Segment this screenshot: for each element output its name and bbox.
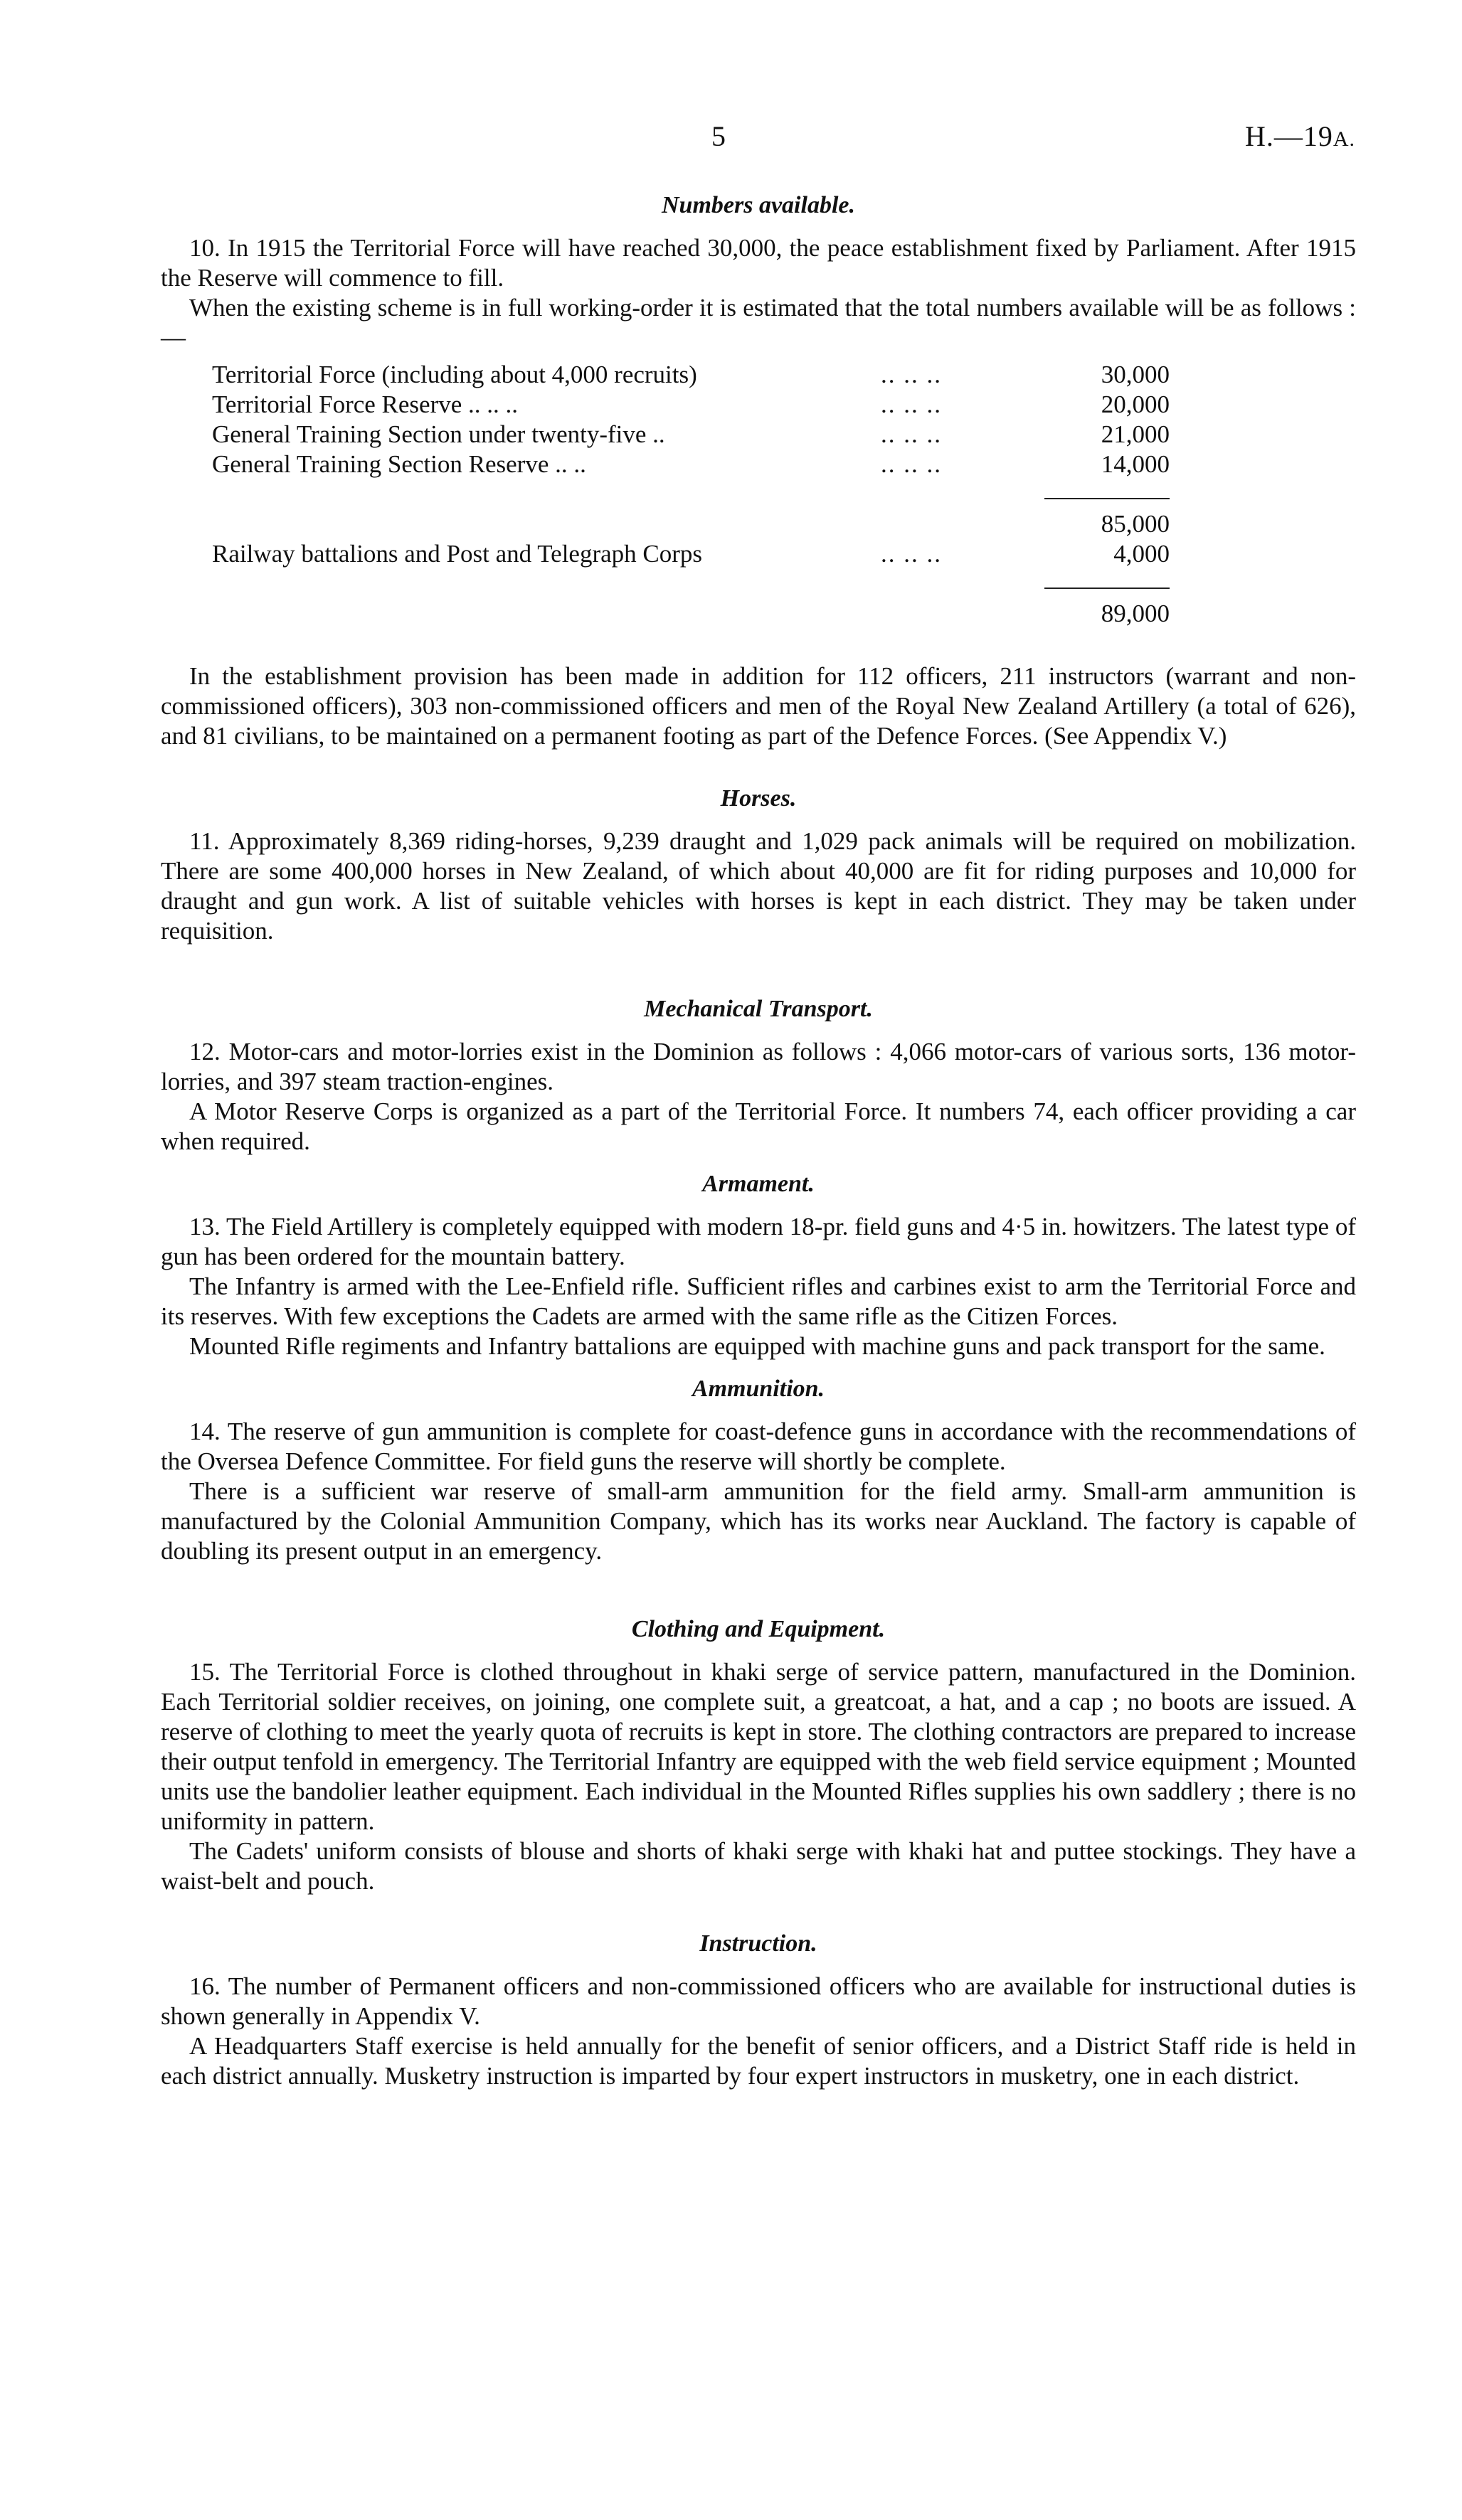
paragraph-11: 11. Approximately 8,369 riding-horses, 9,239 draught and 1,029 pack animals will be required on mobilization. There are some 400,000 horses in New Zealand, of which about 40,000 are fit for riding purposes and 10,000 for draught and gun work. A list of suitable vehicles with horses is kept in each district. They may be taken under requisition.	[161, 827, 1356, 945]
doc-ref-main: H.—19	[1244, 120, 1333, 152]
row-value: 21,000	[1101, 420, 1170, 448]
subtotal-row	[212, 509, 1170, 539]
subtotal-rule	[212, 479, 1170, 499]
row-label: Territorial Force (including about 4,000 recruits)	[212, 361, 697, 388]
section-title-clothing: Clothing and Equipment.	[631, 1616, 886, 1642]
paragraph-establishment: In the establishment provision has been made in addition for 112 officers, 211 instructors (warrant and non-commissioned officers), 303 non-commissioned officers and men of the Royal New Zealand Artillery (a total of 626), and 81 civilians, to be maintained on a permanent footing as part of the Defence Forces. (See Appendix V.)	[161, 662, 1356, 750]
row-label: Railway battalions and Post and Telegraph Corps	[212, 540, 703, 568]
row-value: 4,000	[1113, 540, 1170, 568]
total-value: 89,000	[1101, 600, 1170, 627]
row-leader: .. .. ..	[881, 361, 942, 388]
paragraph-10-cont: When the existing scheme is in full working-order it is estimated that the total numbers available will be as follows :—	[161, 294, 1356, 351]
row-label: Territorial Force Reserve .. .. ..	[212, 390, 519, 418]
row-value: 30,000	[1101, 361, 1170, 388]
section-title-transport: Mechanical Transport.	[644, 996, 873, 1022]
table-row	[212, 360, 1170, 390]
row-leader: .. .. ..	[881, 390, 942, 418]
paragraph-13-cont: The Infantry is armed with the Lee-Enfield rifle. Sufficient rifles and carbines exist to arm the Territorial Force and its reserves. With few exceptions the Cadets are armed with the same rifle as the Citizen Forces.	[161, 1272, 1356, 1330]
row-label: General Training Section Reserve .. ..	[212, 450, 586, 478]
table-row	[212, 420, 1170, 450]
total-rule	[212, 569, 1170, 588]
paragraph-16: 16. The number of Permanent officers and non-commissioned officers who are available for instructional duties is shown generally in Appendix V.	[161, 1972, 1356, 2030]
row-leader: .. .. ..	[881, 540, 942, 568]
subtotal-value: 85,000	[1101, 510, 1170, 538]
table-row	[212, 539, 1170, 569]
row-label: General Training Section under twenty-five ..	[212, 420, 665, 448]
section-title-ammunition: Ammunition.	[692, 1376, 825, 1402]
total-row	[212, 599, 1170, 629]
row-value: 20,000	[1101, 390, 1170, 418]
row-value: 14,000	[1101, 450, 1170, 478]
paragraph-15-cont: The Cadets' uniform consists of blouse and shorts of khaki serge with khaki hat and puttee stockings. They have a waist-belt and pouch.	[161, 1837, 1356, 1895]
paragraph-14: 14. The reserve of gun ammunition is complete for coast-defence guns in accordance with the recommendations of the Oversea Defence Committee. For field guns the reserve will shortly be complete.	[161, 1418, 1356, 1475]
row-leader: .. .. ..	[881, 450, 942, 478]
section-title-numbers: Numbers available.	[662, 192, 855, 218]
table-row	[212, 390, 1170, 420]
body-content	[161, 191, 1356, 2091]
paragraph-13-cont2: Mounted Rifle regiments and Infantry battalions are equipped with machine guns and pack transport for the same.	[189, 1332, 1325, 1360]
paragraph-15: 15. The Territorial Force is clothed throughout in khaki serge of service pattern, manufactured in the Dominion. Each Territorial soldier receives, on joining, one complete suit, a greatcoat, a hat, and a cap ; no boots are issued. A reserve of clothing to meet the yearly quota of recruits is kept in store. The clothing contractors are prepared to increase their output tenfold in emergency. The Territorial Infantry are equipped with the web field service equipment ; Mounted units use the bandolier leather equipment. Each individual in the Mounted Rifles supplies his own saddlery ; there is no uniformity in pattern.	[161, 1658, 1356, 1835]
section-title-armament: Armament.	[702, 1171, 815, 1197]
paragraph-12-cont: A Motor Reserve Corps is organized as a part of the Territorial Force. It numbers 74, each officer providing a car when required.	[161, 1097, 1356, 1155]
section-title-horses: Horses.	[720, 785, 797, 812]
numbers-table	[212, 360, 1170, 629]
paragraph-13: 13. The Field Artillery is completely equipped with modern 18-pr. field guns and 4·5 in. howitzers. The latest type of gun has been ordered for the mountain battery.	[161, 1213, 1356, 1270]
page-number: 5	[711, 120, 726, 152]
section-title-instruction: Instruction.	[699, 1930, 817, 1957]
doc-ref-suffix: A.	[1333, 127, 1355, 151]
table-row	[212, 450, 1170, 479]
paragraph-12: 12. Motor-cars and motor-lorries exist in the Dominion as follows : 4,066 motor-cars of various sorts, 136 motor-lorries, and 397 steam traction-engines.	[161, 1038, 1356, 1095]
document-reference	[1245, 119, 1355, 153]
paragraph-10: 10. In 1915 the Territorial Force will have reached 30,000, the peace establishment fixed by Parliament. After 1915 the Reserve will commence to fill.	[161, 234, 1356, 292]
paragraph-14-cont: There is a sufficient war reserve of small-arm ammunition for the field army. Small-arm ammunition is manufactured by the Colonial Ammunition Company, which has its works near Auckland. The factory is capable of doubling its present output in an emergency.	[161, 1477, 1356, 1565]
paragraph-16-cont: A Headquarters Staff exercise is held annually for the benefit of senior officers, and a District Staff ride is held in each district annually. Musketry instruction is imparted by four expert instructors in musketry, one in each district.	[161, 2032, 1356, 2090]
row-leader: .. .. ..	[881, 420, 942, 448]
